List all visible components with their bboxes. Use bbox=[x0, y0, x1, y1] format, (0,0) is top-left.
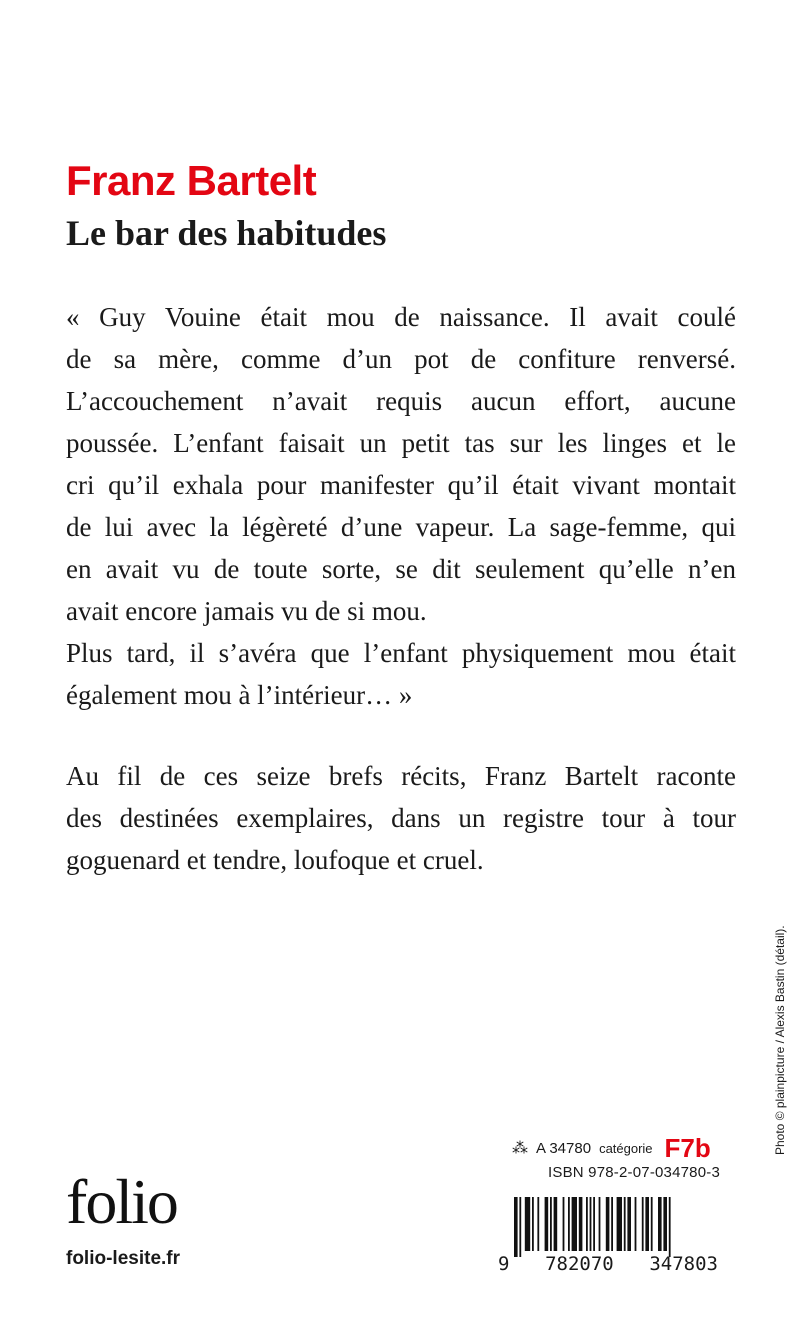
barcode-group-1: 782070 bbox=[545, 1253, 614, 1275]
category-code: F7b bbox=[664, 1132, 711, 1163]
barcode bbox=[498, 1197, 718, 1275]
barcode-bar bbox=[651, 1197, 653, 1251]
quote-line: de sa mère, comme d’un pot de confiture renversé. bbox=[66, 344, 736, 374]
catalog-codes bbox=[512, 1134, 720, 1181]
barcode-bar bbox=[642, 1197, 644, 1251]
quote-line: de lui avec la légèreté d’une vapeur. La sage-femme, qui bbox=[66, 512, 736, 542]
barcode-bar bbox=[669, 1197, 671, 1257]
quote-line: Plus tard, il s’avéra que l’enfant physiquement mou était bbox=[66, 638, 736, 668]
reference-number: A 34780 bbox=[536, 1139, 592, 1157]
barcode-bar bbox=[617, 1197, 622, 1251]
barcode-bar bbox=[532, 1197, 534, 1251]
book-title: Le bar des habitudes bbox=[66, 213, 387, 253]
barcode-bar bbox=[519, 1197, 521, 1257]
category-label: catégorie bbox=[599, 1140, 653, 1156]
barcode-bar bbox=[568, 1197, 570, 1251]
description-line: Au fil de ces seize brefs récits, Franz Bartelt raconte bbox=[66, 761, 736, 791]
barcode-bars bbox=[512, 1197, 718, 1257]
quote-line: également mou à l’intérieur… » bbox=[66, 680, 413, 710]
barcode-bar bbox=[611, 1197, 613, 1251]
barcode-bar bbox=[635, 1197, 637, 1251]
barcode-bar bbox=[606, 1197, 610, 1251]
barcode-bar bbox=[537, 1197, 539, 1251]
barcode-bar bbox=[663, 1197, 667, 1251]
barcode-bar bbox=[545, 1197, 549, 1251]
barcode-bar bbox=[586, 1197, 588, 1251]
barcode-bar bbox=[554, 1197, 558, 1251]
quote-line: cri qu’il exhala pour manifester qu’il était vivant montait bbox=[66, 470, 736, 500]
barcode-bar bbox=[645, 1197, 649, 1251]
barcode-bar bbox=[579, 1197, 583, 1251]
barcode-first-digit: 9 bbox=[498, 1253, 510, 1275]
author-name: Franz Bartelt bbox=[66, 157, 317, 204]
barcode-bar bbox=[593, 1197, 595, 1251]
photo-credit: Photo © plainpicture / Alexis Bastin (détail). bbox=[773, 925, 787, 1155]
quote-line: « Guy Vouine était mou de naissance. Il avait coulé bbox=[66, 302, 736, 332]
isbn: ISBN 978-2-07-034780-3 bbox=[548, 1164, 721, 1181]
description-line: des destinées exemplaires, dans un registre tour à tour bbox=[66, 803, 736, 833]
barcode-bar bbox=[658, 1197, 662, 1251]
quote-line: en avait vu de toute sorte, se dit seulement qu’elle n’en bbox=[66, 554, 736, 584]
quote-excerpt bbox=[66, 296, 736, 716]
barcode-bar bbox=[599, 1197, 601, 1251]
folio-logo: folio bbox=[66, 1166, 177, 1237]
quote-line: avait encore jamais vu de si mou. bbox=[66, 596, 427, 626]
description-line: goguenard et tendre, loufoque et cruel. bbox=[66, 845, 484, 875]
barcode-bar bbox=[525, 1197, 530, 1251]
barcode-bar bbox=[590, 1197, 592, 1251]
barcode-bar bbox=[572, 1197, 577, 1251]
barcode-bar bbox=[624, 1197, 626, 1251]
barcode-bar bbox=[514, 1197, 518, 1257]
book-description bbox=[66, 755, 736, 881]
barcode-bar bbox=[627, 1197, 631, 1251]
publisher-website[interactable]: folio-lesite.fr bbox=[66, 1248, 181, 1269]
barcode-group-2: 347803 bbox=[649, 1253, 718, 1275]
gallimard-mark-icon: ⁂ bbox=[512, 1140, 528, 1157]
barcode-digits bbox=[498, 1253, 718, 1275]
quote-line: L’accouchement n’avait requis aucun effort, aucune bbox=[66, 386, 736, 416]
quote-line: poussée. L’enfant faisait un petit tas sur les linges et le bbox=[66, 428, 736, 458]
barcode-bar bbox=[563, 1197, 565, 1251]
barcode-bar bbox=[550, 1197, 552, 1251]
